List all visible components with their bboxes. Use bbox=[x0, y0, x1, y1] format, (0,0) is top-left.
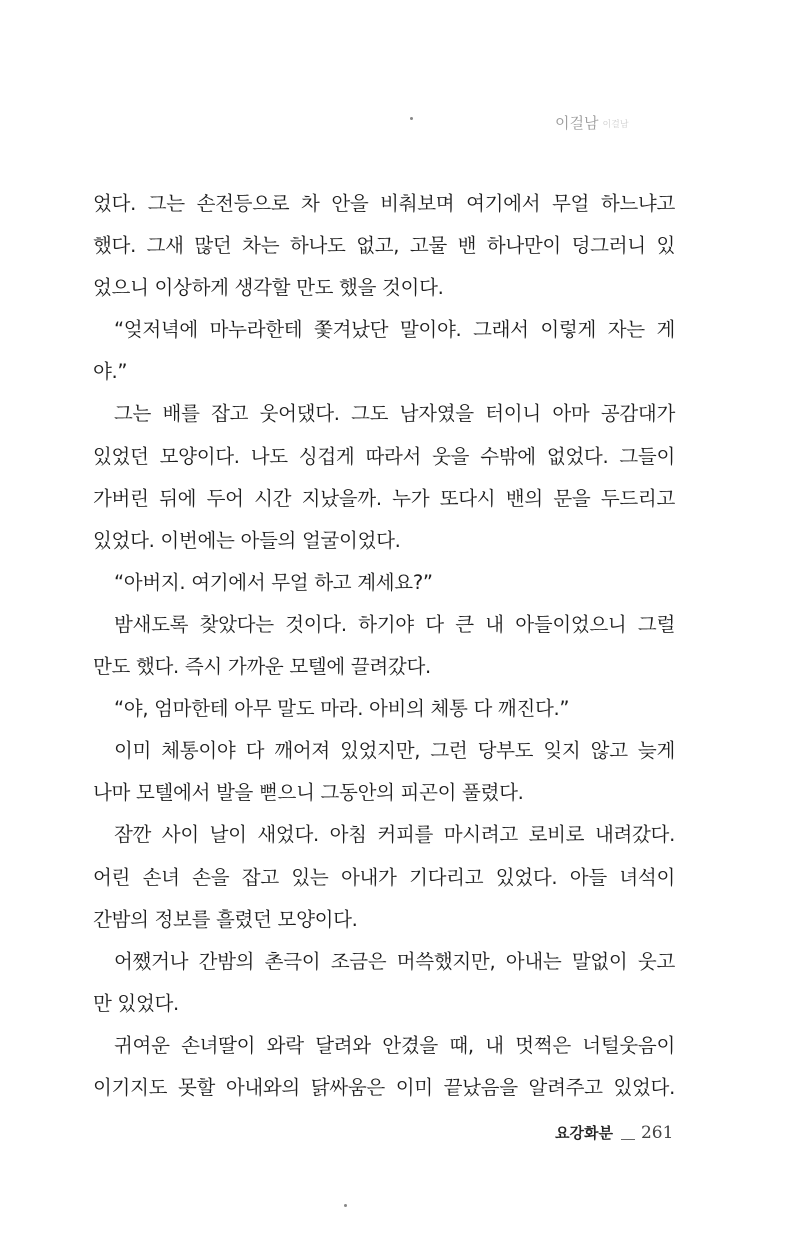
text-line: 그는 배를 잡고 웃어댔다. 그도 남자였을 터이니 아마 공감대가 bbox=[114, 402, 675, 426]
scan-mark-bottom bbox=[344, 1204, 347, 1207]
text-line: 이기지도 못할 아내와의 닭싸움은 이미 끝났음을 알려주고 있었다. bbox=[93, 1075, 675, 1099]
text-line: 야.” bbox=[93, 360, 128, 384]
page-number: 261 bbox=[640, 1123, 674, 1143]
text-line: 만 있었다. bbox=[93, 991, 179, 1015]
text-line: 했다. 그새 많던 차는 하나도 없고, 고물 밴 하나만이 덩그러니 있 bbox=[93, 234, 675, 258]
text-line: 이미 체통이야 다 깨어져 있었지만, 그런 당부도 잊지 않고 늦게 bbox=[114, 739, 675, 763]
text-line: 밤새도록 찾았다는 것이다. 하기야 다 큰 내 아들이었으니 그럴 bbox=[114, 612, 675, 636]
text-line: 었으니 이상하게 생각할 만도 했을 것이다. bbox=[93, 276, 444, 300]
footer-separator bbox=[621, 1139, 635, 1140]
text-line: 어쨌거나 간밤의 촌극이 조금은 머쓱했지만, 아내는 말없이 웃고 bbox=[114, 949, 675, 973]
text-line: 었다. 그는 손전등으로 차 안을 비춰보며 여기에서 무얼 하느냐고 bbox=[93, 192, 675, 215]
section-title: 요강화분 bbox=[555, 1124, 613, 1142]
text-line: 있었던 모양이다. 나도 싱겁게 따라서 웃을 수밖에 없었다. 그들이 bbox=[93, 444, 675, 468]
text-line: “엊저녁에 마누라한테 쫓겨났단 말이야. 그래서 이렇게 자는 게 bbox=[114, 318, 675, 342]
scan-mark-top bbox=[410, 117, 413, 120]
text-line: 있었다. 이번에는 아들의 얼굴이었다. bbox=[93, 528, 401, 552]
text-line: 귀여운 손녀딸이 와락 달려와 안겼을 때, 내 멋쩍은 너털웃음이 bbox=[114, 1033, 675, 1057]
text-line: 만도 했다. 즉시 가까운 모텔에 끌려갔다. bbox=[93, 655, 431, 679]
text-line: 나마 모텔에서 발을 뻗으니 그동안의 피곤이 풀렸다. bbox=[93, 781, 524, 805]
text-line: 어린 손녀 손을 잡고 있는 아내가 기다리고 있었다. 아들 녀석이 bbox=[93, 865, 675, 889]
body-text bbox=[93, 183, 675, 1109]
page-footer bbox=[555, 1122, 673, 1143]
text-line: “아버지. 여기에서 무얼 하고 계세요?” bbox=[114, 570, 433, 594]
running-head-title: 이걸남 bbox=[555, 114, 599, 132]
running-head bbox=[555, 112, 629, 133]
running-head-subtitle: 이걸남 bbox=[602, 120, 629, 130]
text-line: “야, 엄마한테 아무 말도 마라. 아비의 체통 다 깨진다.” bbox=[114, 697, 570, 721]
text-line: 잠깐 사이 날이 새었다. 아침 커피를 마시려고 로비로 내려갔다. bbox=[114, 823, 675, 847]
text-line: 간밤의 정보를 흘렸던 모양이다. bbox=[93, 907, 358, 931]
text-line: 가버린 뒤에 두어 시간 지났을까. 누가 또다시 밴의 문을 두드리고 bbox=[93, 486, 675, 510]
